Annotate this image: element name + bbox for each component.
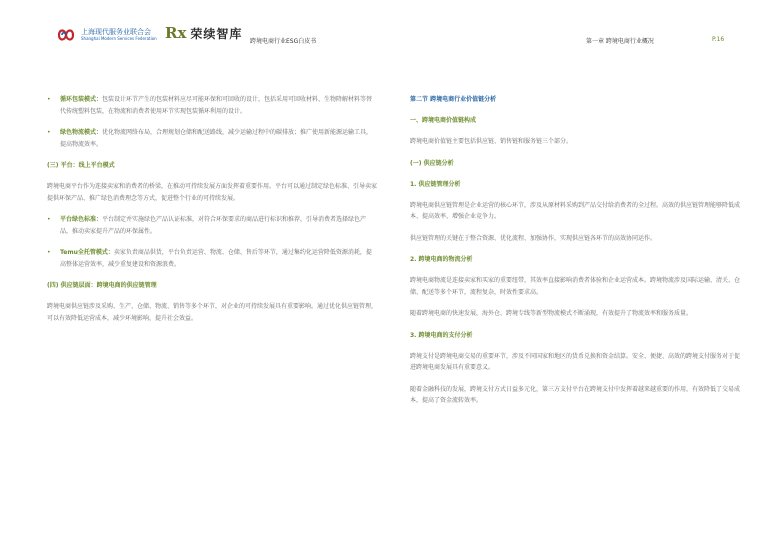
bullet-label: Temu全托管模式： bbox=[60, 249, 114, 256]
bullet-item bbox=[47, 214, 377, 237]
bullet-icon: • bbox=[47, 129, 51, 136]
paragraph: 跨境电商供应链涉及采购、生产、仓储、物流、销售等多个环节，对企业的可持续发展具有重要影响。通过优化供应链管理，可以有效降低运营成本，减少环境影响，提升社会效益。 bbox=[47, 303, 378, 322]
bullet-icon: • bbox=[47, 96, 51, 103]
bullet-icon: • bbox=[47, 216, 51, 223]
paragraph: 跨境支付是跨境电商交易的重要环节，涉及不同国家和地区的货币兑换和资金结算。安全、便捷、高效的跨境支付服务对于促进跨境电商发展具有重要意义。 bbox=[410, 352, 741, 371]
bullet-text: 卖家负责商品供货，平台负责运营、物流、仓储、售后等环节，通过集约化运营降低资源消耗，提高整体运营效率，减少重复建设和资源浪费。 bbox=[60, 249, 372, 268]
federation-logo-icon bbox=[56, 26, 76, 44]
paragraph: 跨境电商价值链主要包括供应链、销售链和服务链三个部分。 bbox=[410, 138, 573, 145]
bullet-item bbox=[47, 94, 377, 117]
federation-logo bbox=[56, 26, 157, 44]
federation-name: 上海现代服务业联合会 bbox=[81, 28, 151, 36]
bullet-label: 平台绿色标准： bbox=[60, 216, 103, 223]
chapter-title: 第一章 跨境电商行业概况 bbox=[586, 38, 654, 45]
report-title: 跨境电商行业ESG白皮书 bbox=[250, 38, 317, 45]
bullet-item bbox=[47, 127, 377, 150]
left-column bbox=[47, 94, 377, 334]
paragraph: 随着金融科技的发展，跨境支付方式日益多元化，第三方支付平台在跨境支付中发挥着越来越重要的作用，有效降低了交易成本，提高了资金流转效率。 bbox=[410, 385, 741, 404]
page-number: P.16 bbox=[712, 36, 725, 43]
bullet-label: 绿色物流模式： bbox=[60, 129, 103, 136]
section-heading: (三) 平台：线上平台模式 bbox=[47, 162, 115, 169]
brand-logo bbox=[165, 24, 242, 42]
right-column bbox=[410, 94, 740, 417]
bullet-label: 循环包装模式： bbox=[60, 96, 103, 103]
section-heading: (一) 供应链分析 bbox=[410, 159, 454, 167]
section-heading: (四) 供应链层面：跨境电商的供应链管理 bbox=[47, 282, 157, 289]
bullet-text: 包装设计环节产生的包装材料应尽可能环保和可回收的设计，包括采用可回收材料、生物降解材料等替代传统塑料包装，在物流和消费者使用环节实现包装循环利用的设计。 bbox=[60, 96, 373, 115]
paragraph: 随着跨境电商的快速发展，海外仓、跨境专线等新型物流模式不断涌现，有效提升了物流效率和服务质量。 bbox=[410, 310, 693, 317]
brand-name: 荣续智库 bbox=[190, 26, 243, 41]
section-heading: 第二节 跨境电商行业价值链分析 bbox=[410, 96, 497, 103]
bullet-icon: • bbox=[47, 249, 51, 256]
paragraph: 跨境电商平台作为连接卖家和消费者的桥梁，在推动可持续发展方面发挥着重要作用。平台可以通过制定绿色标准、引导卖家提供环保产品、推广绿色消费理念等方式，促进整个行业的可持续发展。 bbox=[47, 183, 378, 202]
bullet-item bbox=[47, 247, 377, 270]
federation-name-en: Shanghai Modern Services Federation bbox=[81, 36, 157, 41]
section-heading: 2. 跨境电商的物流分析 bbox=[410, 256, 473, 263]
section-heading: 一、跨境电商价值链构成 bbox=[410, 117, 477, 124]
bullet-text: 优化物流网络布局，合理规划仓储和配送路线，减少运输过程中的碳排放；推广使用新能源运输工具，提高物流效率。 bbox=[60, 129, 373, 148]
section-heading: 1. 供应链管理分析 bbox=[410, 180, 461, 188]
paragraph: 跨境电商供应链管理是企业运营的核心环节，涉及从原材料采购到产品交付给消费者的全过程。高效的供应链管理能够降低成本、提高效率、增强企业竞争力。 bbox=[410, 201, 741, 220]
section-heading: 3. 跨境电商的支付分析 bbox=[410, 331, 473, 339]
brand-mark: Rx bbox=[165, 24, 187, 42]
paragraph: 跨境电商物流是连接卖家和买家的重要纽带，其效率直接影响消费者体验和企业运营成本。跨境物流涉及国际运输、清关、仓储、配送等多个环节，流程复杂，时效性要求高。 bbox=[410, 277, 741, 296]
paragraph: 供应链管理的关键在于整合资源、优化流程、加强协作，实现供应链各环节的高效协同运作。 bbox=[410, 234, 657, 242]
bullet-text: 平台制定并实施绿色产品认证标准，对符合环保要求的商品进行标识和推荐，引导消费者选择绿色产品，推动卖家提升产品的环保属性。 bbox=[60, 216, 367, 235]
page-header bbox=[0, 0, 778, 60]
